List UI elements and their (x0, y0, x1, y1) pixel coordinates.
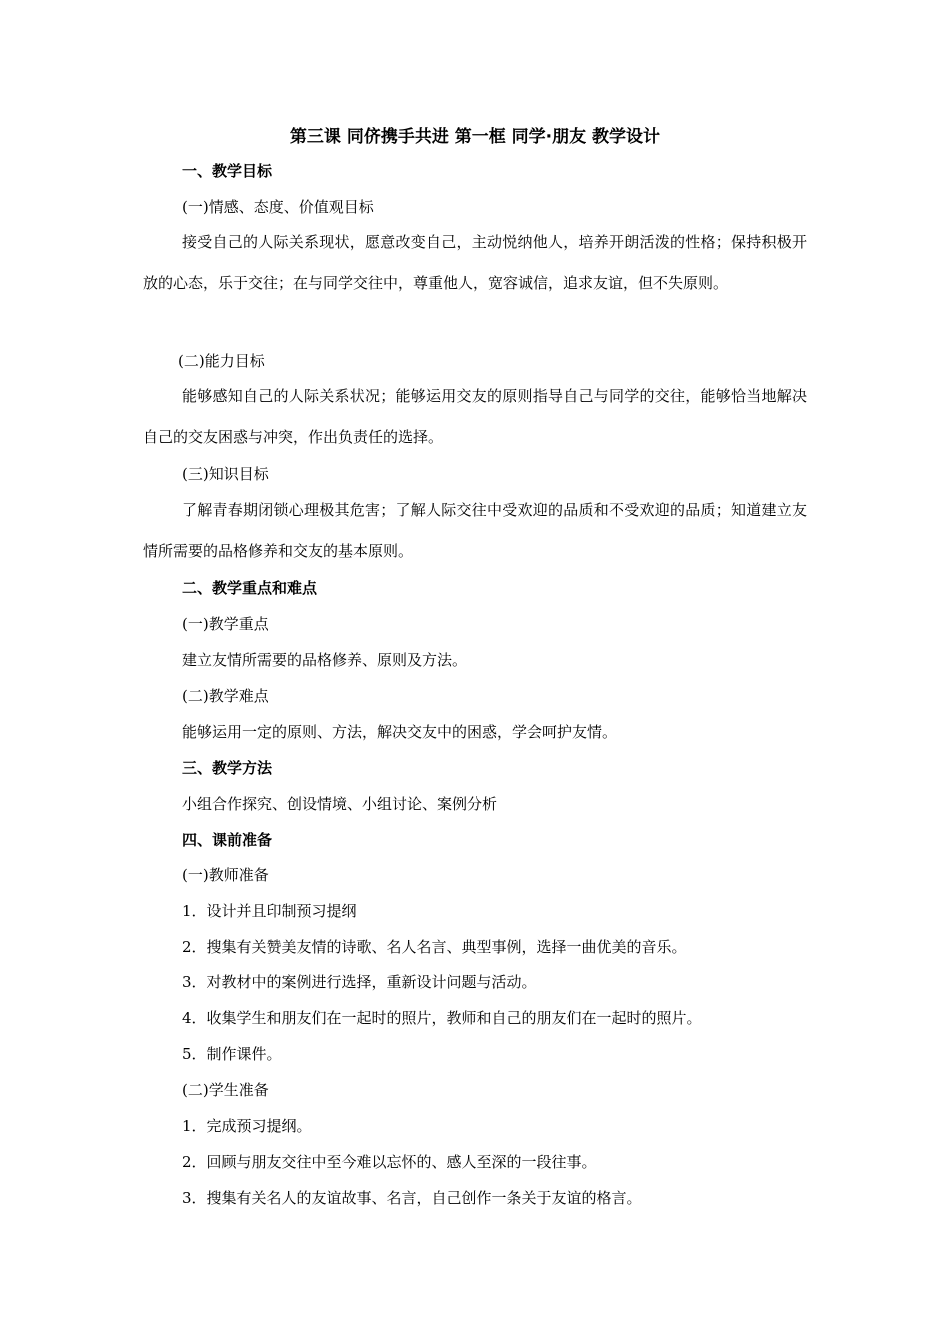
section-heading-teaching-goals: 一、教学目标 (182, 162, 273, 180)
subheading-difficulty: (二)教学难点 (182, 687, 269, 705)
section-heading-preparation: 四、课前准备 (182, 831, 273, 849)
subheading-emotion-goals: (一)情感、态度、价值观目标 (182, 198, 374, 216)
subheading-student-prep: (二)学生准备 (182, 1081, 269, 1099)
subheading-ability-goals: (二)能力目标 (178, 352, 265, 370)
document-title: 第三课 同侪携手共进 第一框 同学·朋友 教学设计 (289, 127, 661, 147)
list-item: 1．设计并且印制预习提纲 (182, 902, 357, 920)
list-item: 3．搜集有关名人的友谊故事、名言，自己创作一条关于友谊的格言。 (182, 1189, 642, 1207)
section-heading-methods: 三、教学方法 (182, 759, 273, 777)
list-item: 4．收集学生和朋友们在一起时的照片，教师和自己的朋友们在一起时的照片。 (182, 1009, 702, 1027)
list-item: 1．完成预习提纲。 (182, 1117, 312, 1135)
text-difficulty: 能够运用一定的原则、方法，解决交友中的困惑，学会呵护友情。 (182, 723, 618, 741)
paragraph-knowledge-goals: 了解青春期闭锁心理极其危害；了解人际交往中受欢迎的品质和不受欢迎的品质；知道建立友情所需要的品格修养和交友的基本原则。 (143, 501, 807, 560)
list-item: 5．制作课件。 (182, 1045, 282, 1063)
subheading-key-point: (一)教学重点 (182, 615, 269, 633)
paragraph-ability-goals: 能够感知自己的人际关系状况；能够运用交友的原则指导自己与同学的交往，能够恰当地解决自己的交友困惑与冲突，作出负责任的选择。 (143, 387, 807, 446)
list-item: 3．对教材中的案例进行选择，重新设计问题与活动。 (182, 973, 537, 991)
subheading-teacher-prep: (一)教师准备 (182, 866, 269, 884)
list-item: 2．回顾与朋友交往中至今难以忘怀的、感人至深的一段往事。 (182, 1153, 597, 1171)
text-key-point: 建立友情所需要的品格修养、原则及方法。 (182, 651, 468, 669)
paragraph-emotion-goals: 接受自己的人际关系现状，愿意改变自己，主动悦纳他人，培养开朗活泼的性格；保持积极开放的心态，乐于交往；在与同学交往中，尊重他人，宽容诚信，追求友谊，但不失原则。 (143, 233, 807, 292)
text-methods: 小组合作探究、创设情境、小组讨论、案例分析 (182, 795, 498, 813)
subheading-knowledge-goals: (三)知识目标 (182, 465, 269, 483)
list-item: 2．搜集有关赞美友情的诗歌、名人名言、典型事例，选择一曲优美的音乐。 (182, 938, 687, 956)
section-heading-key-points: 二、教学重点和难点 (182, 579, 318, 597)
